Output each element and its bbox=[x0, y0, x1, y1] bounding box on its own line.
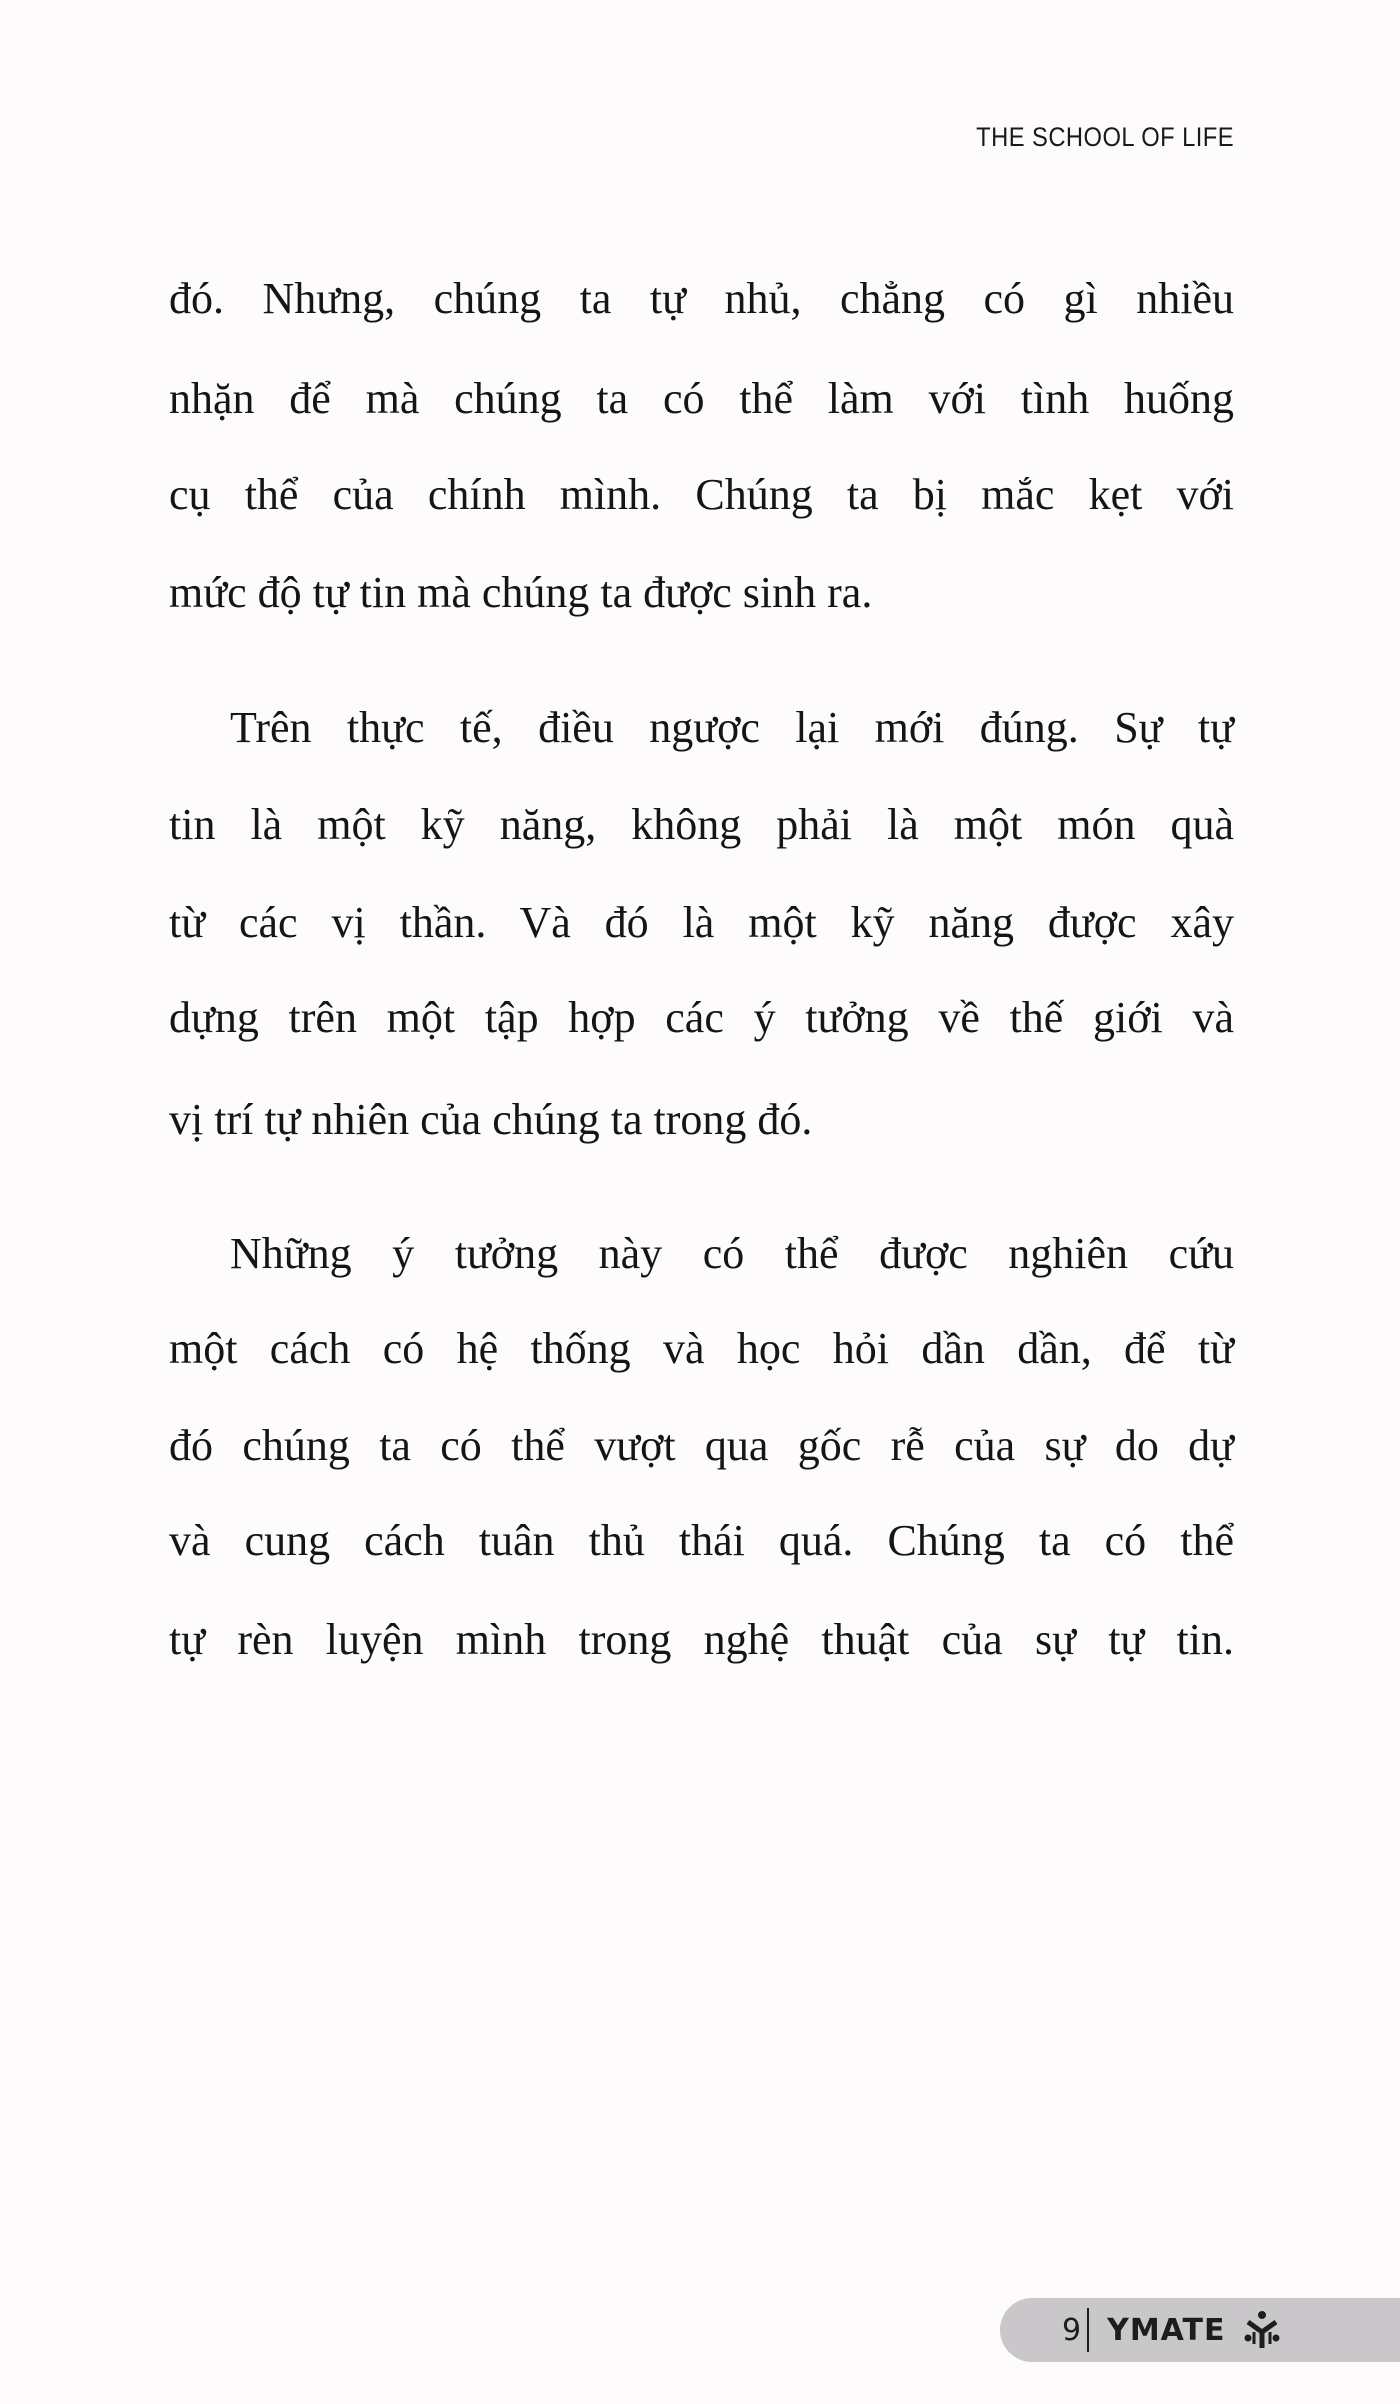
text-line: vị trí tự nhiên của chúng ta trong đó. bbox=[169, 1095, 813, 1144]
text-line: mức độ tự tin mà chúng ta được sinh ra. bbox=[169, 568, 873, 617]
text-line: tin là một kỹ năng, không phải là một món quà bbox=[169, 800, 1234, 849]
text-line: Những ý tưởng này có thể được nghiên cứu bbox=[230, 1229, 1234, 1278]
publisher-name: YMATE bbox=[1107, 2312, 1226, 2348]
text-line: tự rèn luyện mình trong nghệ thuật của sự tự tin. bbox=[169, 1615, 1234, 1664]
text-line: Trên thực tế, điều ngược lại mới đúng. Sự tự bbox=[230, 703, 1234, 752]
page-footer bbox=[1000, 2298, 1400, 2362]
page-number: 9 bbox=[1062, 2312, 1082, 2348]
text-line: từ các vị thần. Và đó là một kỹ năng được xây bbox=[169, 898, 1234, 947]
text-line: dựng trên một tập hợp các ý tưởng về thế giới và bbox=[169, 993, 1234, 1042]
text-line: và cung cách tuân thủ thái quá. Chúng ta có thể bbox=[169, 1516, 1234, 1565]
running-header: THE SCHOOL OF LIFE bbox=[976, 122, 1234, 152]
text-line: nhặn để mà chúng ta có thể làm với tình huống bbox=[169, 374, 1234, 423]
ymate-logo-icon bbox=[1244, 2310, 1280, 2350]
text-line: đó. Nhưng, chúng ta tự nhủ, chẳng có gì nhiều bbox=[169, 274, 1234, 323]
text-line: đó chúng ta có thể vượt qua gốc rễ của sự do dự bbox=[169, 1421, 1234, 1470]
text-line: một cách có hệ thống và học hỏi dần dần, để từ bbox=[169, 1324, 1234, 1373]
footer-divider bbox=[1087, 2308, 1089, 2352]
text-line: cụ thể của chính mình. Chúng ta bị mắc kẹt với bbox=[169, 470, 1234, 519]
